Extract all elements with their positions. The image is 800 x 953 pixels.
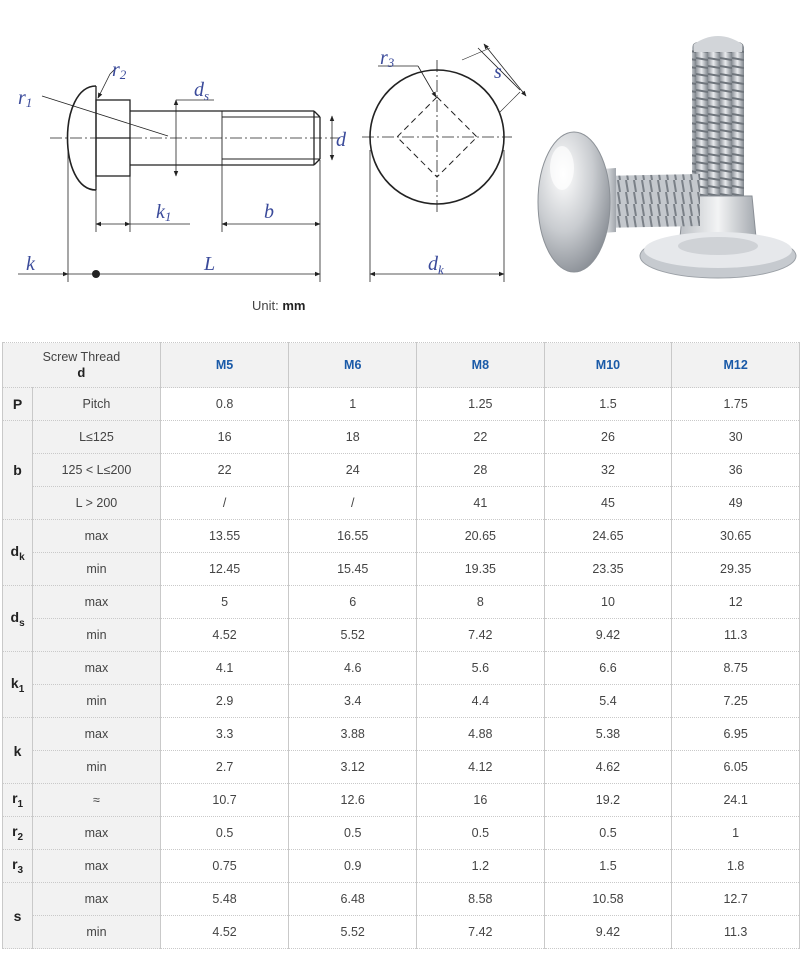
symbol-text: r — [12, 856, 18, 873]
row-symbol — [3, 520, 33, 586]
value-cell: 1 — [289, 388, 417, 421]
value-cell: 4.6 — [289, 652, 417, 685]
size-m10: M10 — [544, 343, 672, 388]
k-label: k — [26, 253, 35, 275]
table-row — [3, 388, 800, 421]
row-symbol — [3, 388, 33, 421]
value-cell: 5.52 — [289, 916, 417, 949]
value-cell: 23.35 — [544, 553, 672, 586]
value-cell: 0.9 — [289, 850, 417, 883]
r3-label: r3 — [380, 47, 395, 70]
value-cell: 24.65 — [544, 520, 672, 553]
value-cell: 1.5 — [544, 388, 672, 421]
value-cell: 8.75 — [672, 652, 800, 685]
table-row — [3, 916, 800, 949]
reference-dot — [92, 270, 100, 278]
bolt-side-view — [18, 68, 340, 282]
table-row — [3, 751, 800, 784]
value-cell: 22 — [417, 421, 545, 454]
row-label: ≈ — [33, 784, 161, 817]
value-cell: 9.42 — [544, 916, 672, 949]
table-row — [3, 553, 800, 586]
size-m6: M6 — [289, 343, 417, 388]
value-cell: 4.1 — [160, 652, 289, 685]
row-symbol — [3, 784, 33, 817]
value-cell: 4.62 — [544, 751, 672, 784]
symbol-text: P — [12, 396, 23, 412]
value-cell: 10.7 — [160, 784, 289, 817]
value-cell: 16.55 — [289, 520, 417, 553]
value-cell: 7.25 — [672, 685, 800, 718]
value-cell: 6.95 — [672, 718, 800, 751]
value-cell: 24 — [289, 454, 417, 487]
table-row — [3, 619, 800, 652]
value-cell: 15.45 — [289, 553, 417, 586]
r2-label: r2 — [112, 59, 127, 82]
value-cell: 2.9 — [160, 685, 289, 718]
row-label: max — [33, 586, 161, 619]
value-cell: 4.88 — [417, 718, 545, 751]
value-cell: 1 — [672, 817, 800, 850]
value-cell: 11.3 — [672, 619, 800, 652]
value-cell: 0.75 — [160, 850, 289, 883]
table-row — [3, 520, 800, 553]
value-cell: 7.42 — [417, 916, 545, 949]
value-cell: 1.75 — [672, 388, 800, 421]
symbol-text: d — [10, 542, 20, 559]
value-cell: 1.2 — [417, 850, 545, 883]
table-row — [3, 454, 800, 487]
value-cell: 6 — [289, 586, 417, 619]
value-cell: 22 — [160, 454, 289, 487]
value-cell: 0.5 — [160, 817, 289, 850]
value-cell: 12.6 — [289, 784, 417, 817]
value-cell: 29.35 — [672, 553, 800, 586]
value-cell: 16 — [160, 421, 289, 454]
value-cell: 0.8 — [160, 388, 289, 421]
table-row — [3, 685, 800, 718]
value-cell: 0.5 — [544, 817, 672, 850]
header-screw-thread: Screw Thread d — [3, 343, 161, 388]
size-m5: M5 — [160, 343, 289, 388]
value-cell: 16 — [417, 784, 545, 817]
symbol-text: r — [12, 823, 18, 840]
value-cell: 6.05 — [672, 751, 800, 784]
symbol-text: k — [10, 674, 19, 691]
L-label: L — [204, 253, 216, 275]
value-cell: 6.6 — [544, 652, 672, 685]
bolt-photo — [538, 36, 796, 278]
row-symbol — [3, 850, 33, 883]
symbol-subscript: 3 — [17, 864, 24, 876]
value-cell: 19.35 — [417, 553, 545, 586]
row-symbol — [3, 817, 33, 850]
value-cell: 5 — [160, 586, 289, 619]
table-row — [3, 487, 800, 520]
value-cell: 1.5 — [544, 850, 672, 883]
value-cell: 32 — [544, 454, 672, 487]
value-cell: 12 — [672, 586, 800, 619]
table-row — [3, 586, 800, 619]
value-cell: 0.5 — [417, 817, 545, 850]
value-cell: 5.4 — [544, 685, 672, 718]
table-header-row — [3, 343, 800, 388]
table-row — [3, 421, 800, 454]
row-label: Pitch — [33, 388, 161, 421]
row-label: max — [33, 718, 161, 751]
symbol-subscript: 1 — [17, 798, 24, 810]
value-cell: 3.3 — [160, 718, 289, 751]
value-cell: 9.42 — [544, 619, 672, 652]
value-cell: 12.7 — [672, 883, 800, 916]
value-cell: 30.65 — [672, 520, 800, 553]
row-symbol — [3, 586, 33, 652]
value-cell: 13.55 — [160, 520, 289, 553]
value-cell: 11.3 — [672, 916, 800, 949]
table-row — [3, 850, 800, 883]
row-label: L≤125 — [33, 421, 161, 454]
value-cell: 8 — [417, 586, 545, 619]
value-cell: 24.1 — [672, 784, 800, 817]
dk-label: $d_k$ — [428, 253, 444, 277]
value-cell: 41 — [417, 487, 545, 520]
value-cell: 26 — [544, 421, 672, 454]
value-cell: 20.65 — [417, 520, 545, 553]
table-row — [3, 883, 800, 916]
row-label: min — [33, 619, 161, 652]
value-cell: 30 — [672, 421, 800, 454]
table-row — [3, 652, 800, 685]
value-cell: 4.4 — [417, 685, 545, 718]
value-cell: 0.5 — [289, 817, 417, 850]
value-cell: 18 — [289, 421, 417, 454]
d-label: d — [336, 129, 346, 151]
value-cell: 4.12 — [417, 751, 545, 784]
value-cell: / — [289, 487, 417, 520]
table-row — [3, 718, 800, 751]
size-m12: M12 — [672, 343, 800, 388]
symbol-text: d — [10, 608, 20, 625]
k1-label: k1 — [156, 201, 172, 224]
unit-note: Unit: mm — [252, 298, 306, 313]
value-cell: 5.6 — [417, 652, 545, 685]
row-label: min — [33, 916, 161, 949]
symbol-subscript: 2 — [17, 831, 24, 843]
technical-drawing — [0, 0, 800, 340]
row-label: max — [33, 850, 161, 883]
row-symbol — [3, 883, 33, 949]
value-cell: 3.88 — [289, 718, 417, 751]
table-row — [3, 817, 800, 850]
symbol-text: s — [13, 907, 22, 924]
value-cell: 4.52 — [160, 619, 289, 652]
value-cell: 1.25 — [417, 388, 545, 421]
row-label: max — [33, 520, 161, 553]
value-cell: 45 — [544, 487, 672, 520]
table-row — [3, 784, 800, 817]
value-cell: 3.12 — [289, 751, 417, 784]
s-label: s — [494, 61, 502, 83]
row-label: 125 < L≤200 — [33, 454, 161, 487]
value-cell: 3.4 — [289, 685, 417, 718]
row-symbol — [3, 421, 33, 520]
row-label: max — [33, 652, 161, 685]
size-m8: M8 — [417, 343, 545, 388]
value-cell: 8.58 — [417, 883, 545, 916]
value-cell: / — [160, 487, 289, 520]
row-symbol — [3, 718, 33, 784]
b-label: b — [264, 201, 274, 223]
value-cell: 1.8 — [672, 850, 800, 883]
row-label: min — [33, 553, 161, 586]
spec-table — [2, 342, 800, 949]
value-cell: 36 — [672, 454, 800, 487]
value-cell: 28 — [417, 454, 545, 487]
row-label: max — [33, 883, 161, 916]
value-cell: 5.52 — [289, 619, 417, 652]
symbol-subscript: 1 — [18, 683, 25, 695]
row-label: L > 200 — [33, 487, 161, 520]
row-label: min — [33, 685, 161, 718]
value-cell: 19.2 — [544, 784, 672, 817]
row-label: max — [33, 817, 161, 850]
value-cell: 12.45 — [160, 553, 289, 586]
value-cell: 4.52 — [160, 916, 289, 949]
value-cell: 49 — [672, 487, 800, 520]
symbol-text: k — [13, 742, 22, 759]
r1-label: r1 — [18, 87, 33, 110]
value-cell: 2.7 — [160, 751, 289, 784]
row-symbol — [3, 652, 33, 718]
value-cell: 6.48 — [289, 883, 417, 916]
ds-label: $d_s$ — [194, 79, 210, 103]
value-cell: 5.48 — [160, 883, 289, 916]
value-cell: 7.42 — [417, 619, 545, 652]
symbol-text: b — [13, 462, 22, 478]
symbol-subscript: s — [19, 617, 25, 629]
row-label: min — [33, 751, 161, 784]
value-cell: 10.58 — [544, 883, 672, 916]
symbol-subscript: k — [19, 551, 25, 563]
table-body — [3, 388, 800, 949]
symbol-text: r — [12, 790, 18, 807]
value-cell: 10 — [544, 586, 672, 619]
value-cell: 5.38 — [544, 718, 672, 751]
